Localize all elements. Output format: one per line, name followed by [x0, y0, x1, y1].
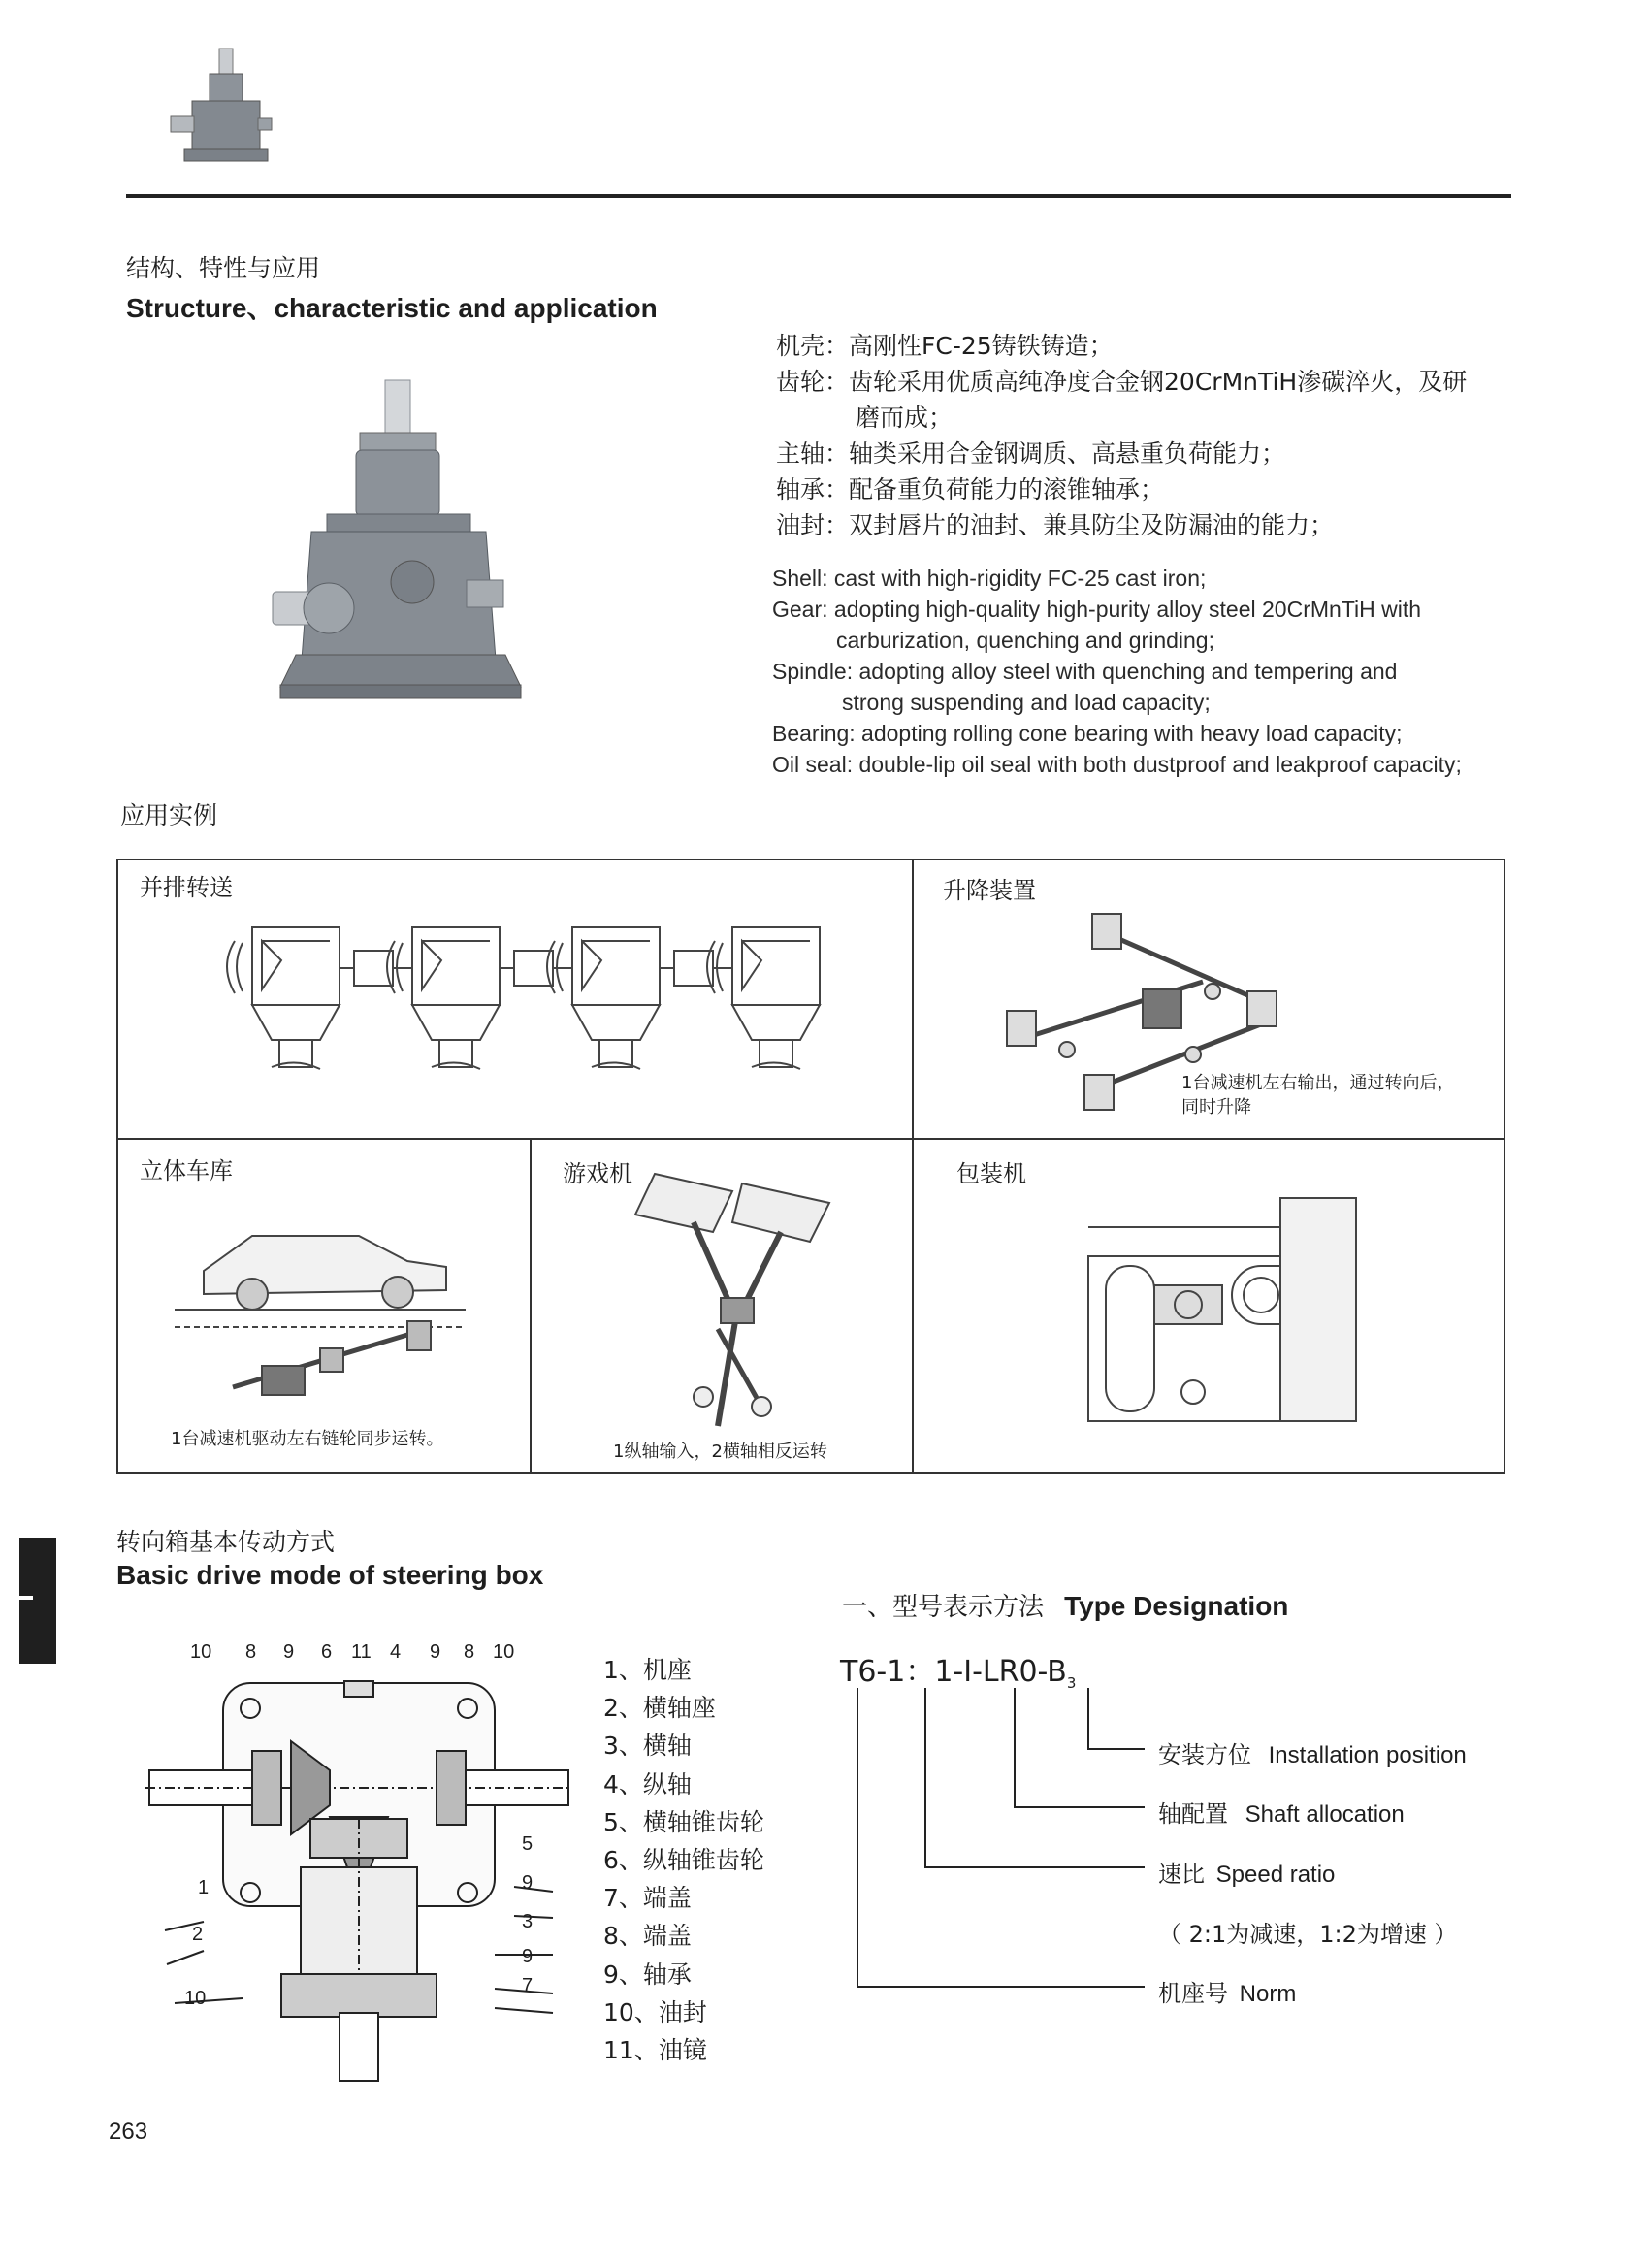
part-3: 3、横轴: [603, 1732, 692, 1761]
cell-game-title: 游戏机: [563, 1160, 632, 1187]
spec-spindle-en-cont: strong suspending and load capacity;: [842, 690, 1211, 715]
side-tab: [19, 1538, 56, 1664]
callout-top-9b: 9: [430, 1641, 441, 1663]
type-row-install: 安装方位 Installation position: [1158, 1741, 1467, 1768]
applications-title: 应用实例: [120, 801, 218, 829]
part-8: 8、端盖: [603, 1922, 692, 1951]
cell-packaging-title: 包装机: [956, 1160, 1026, 1187]
type-row-norm: 机座号 Norm: [1158, 1980, 1297, 2007]
cell-game-diagram: [626, 1164, 849, 1436]
callout-right-7: 7: [522, 1975, 534, 1996]
cell-lifting-title: 升降装置: [943, 877, 1036, 904]
header-gearbox-thumbnail: [163, 47, 289, 168]
specs-en: [772, 563, 1462, 780]
callout-top-9a: 9: [283, 1641, 295, 1663]
grid-vline-right: [912, 859, 914, 1474]
type-designation-title: [842, 1587, 1288, 1623]
spec-gear-en-cont: carburization, quenching and grinding;: [836, 628, 1214, 653]
spec-shell-cn: 机壳：高刚性FC-25铸铁铸造；: [776, 332, 1114, 360]
type-row-ratio-note: （ 2:1为减速，1:2为增速 ）: [1158, 1921, 1458, 1948]
callout-top-6: 6: [321, 1641, 333, 1663]
callout-top-11: 11: [351, 1641, 372, 1663]
callout-left-2: 2: [192, 1924, 204, 1945]
part-11: 11、油镜: [603, 2036, 707, 2065]
callout-right-5: 5: [522, 1833, 534, 1855]
type-designation-title-cn: 一、型号表示方法: [842, 1593, 1045, 1622]
part-1: 1、机座: [603, 1656, 692, 1684]
cell-parallel-title: 并排转送: [140, 874, 233, 901]
type-row-ratio: 速比 Speed ratio: [1158, 1861, 1336, 1888]
spec-spindle-en: Spindle: adopting alloy steel with quenching and tempering and: [772, 659, 1398, 684]
spec-bearing-en: Bearing: adopting rolling cone bearing with heavy load capacity;: [772, 721, 1403, 746]
page-number: 263: [109, 2119, 148, 2145]
cell-garage-diagram: [175, 1213, 466, 1407]
callout-top-8a: 8: [245, 1641, 257, 1663]
specs-cn: [776, 328, 1467, 543]
cell-lifting-caption-2: 同时升降: [1181, 1097, 1251, 1118]
product-photo: [267, 378, 529, 703]
part-list: [603, 1651, 764, 2069]
structure-title-en: Structure、characteristic and application: [126, 293, 658, 323]
grid-hline: [116, 1138, 1505, 1140]
callout-top-8b: 8: [464, 1641, 475, 1663]
part-5: 5、横轴锥齿轮: [603, 1807, 764, 1836]
drive-title-en: Basic drive mode of steering box: [116, 1560, 544, 1590]
drive-title-cn: 转向箱基本传动方式: [116, 1528, 336, 1556]
type-row-shaft: 轴配置 Shaft allocation: [1158, 1800, 1405, 1828]
spec-oilseal-en: Oil seal: double-lip oil seal with both dustproof and leakproof capacity;: [772, 752, 1462, 777]
cell-game-caption: 1纵轴输入，2横轴相反运转: [613, 1442, 827, 1462]
part-4: 4、纵轴: [603, 1769, 692, 1798]
header-rule: [126, 194, 1511, 198]
type-code: [840, 1647, 1076, 1692]
grid-vline-mid: [530, 1138, 532, 1474]
spec-gear-cn: 齿轮：齿轮采用优质高纯净度合金钢20CrMnTiH渗碳淬火，及研: [776, 368, 1468, 396]
cell-packaging-diagram: [1086, 1198, 1358, 1431]
cell-lifting-caption-1: 1台减速机左右输出，通过转向后，: [1181, 1073, 1455, 1093]
callout-left-1: 1: [198, 1877, 210, 1898]
spec-spindle-cn: 主轴：轴类采用合金钢调质、高悬重负荷能力；: [776, 439, 1286, 468]
callout-top-4: 4: [390, 1641, 402, 1663]
spec-gear-cn-cont: 磨而成；: [856, 404, 954, 432]
cell-garage-title: 立体车库: [140, 1157, 233, 1184]
side-tab-mark: [19, 1596, 33, 1600]
cell-garage-caption: 1台减速机驱动左右链轮同步运转。: [171, 1429, 444, 1449]
spec-gear-en: Gear: adopting high-quality high-purity alloy steel 20CrMnTiH with: [772, 597, 1422, 622]
callout-right-9a: 9: [522, 1872, 534, 1894]
callout-top-10b: 10: [493, 1641, 515, 1663]
type-designation-title-en: Type Designation: [1064, 1591, 1289, 1621]
part-2: 2、横轴座: [603, 1694, 716, 1723]
type-code-sub: 3: [1066, 1674, 1077, 1692]
callout-left-10: 10: [184, 1988, 207, 2009]
type-code-leaders: [834, 1688, 1154, 2018]
cell-parallel-diagram: [223, 922, 844, 1077]
part-9: 9、轴承: [603, 1960, 692, 1989]
structure-title-cn: 结构、特性与应用: [126, 254, 321, 282]
drive-section-diagram: [146, 1673, 572, 2081]
spec-oilseal-cn: 油封：双封唇片的油封、兼具防尘及防漏油的能力；: [776, 511, 1335, 539]
part-10: 10、油封: [603, 1997, 707, 2026]
part-7: 7、端盖: [603, 1884, 692, 1913]
callout-right-9b: 9: [522, 1946, 534, 1967]
callout-right-3: 3: [522, 1911, 534, 1932]
callout-top-10a: 10: [190, 1641, 212, 1663]
spec-shell-en: Shell: cast with high-rigidity FC-25 cast iron;: [772, 566, 1207, 591]
part-6: 6、纵轴锥齿轮: [603, 1846, 764, 1875]
type-code-main: T6-1：1-I-LR0-B: [840, 1655, 1067, 1689]
spec-bearing-cn: 轴承：配备重负荷能力的滚锥轴承；: [776, 475, 1165, 503]
